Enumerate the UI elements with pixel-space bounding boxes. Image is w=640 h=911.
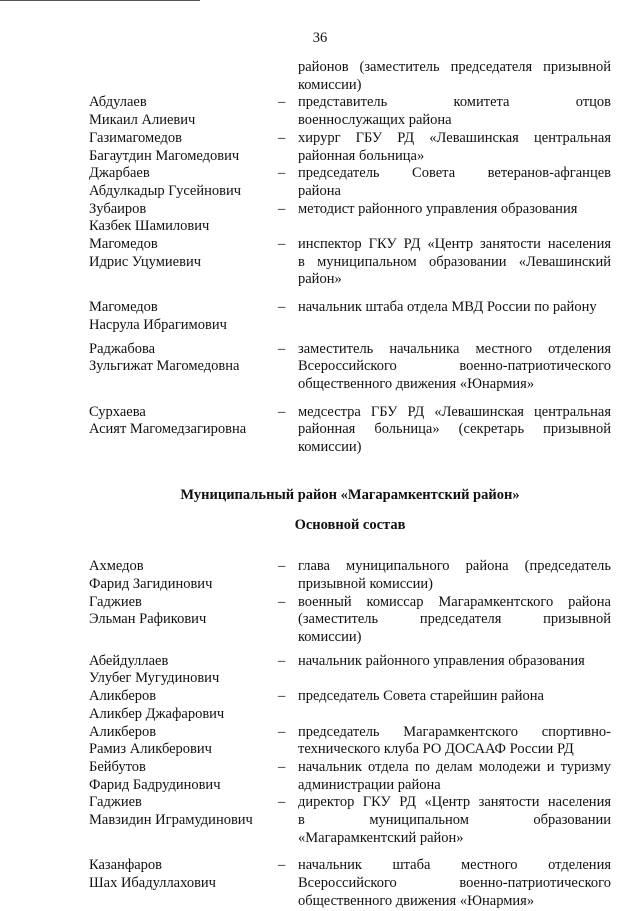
member-name — [89, 653, 278, 688]
member-entry — [89, 94, 611, 129]
member-position — [298, 759, 611, 794]
member-surname: Магомедов — [89, 236, 158, 253]
member-name — [89, 688, 278, 723]
position-line: методист районного управления образования — [298, 200, 578, 217]
member-given-names: Казбек Шамилович — [89, 218, 210, 235]
member-position — [298, 201, 611, 236]
member-name — [89, 794, 278, 847]
member-given-names: Абдулкадыр Гусейнович — [89, 182, 242, 199]
member-name — [89, 201, 278, 236]
member-surname: Абдулаев — [89, 94, 147, 111]
position-line: инспектор ГКУ РД «Центр занятости населения — [298, 236, 611, 253]
district-heading: Муниципальный район «Магарамкентский район» — [180, 486, 520, 503]
dash-separator: – — [278, 558, 286, 575]
commission-members-list-levashi — [89, 94, 611, 456]
member-given-names: Улубег Мугудинович — [89, 670, 220, 687]
scan-edge-line — [0, 0, 200, 1]
position-line: комиссии) — [298, 76, 362, 93]
member-name — [89, 236, 278, 289]
position-line: Всероссийского военно-патриотического — [298, 875, 611, 892]
dash-separator: – — [278, 857, 286, 874]
member-name — [89, 130, 278, 165]
member-position — [298, 857, 611, 910]
member-surname: Ахмедов — [89, 558, 144, 575]
member-surname: Сурхаева — [89, 403, 146, 420]
member-name — [89, 594, 278, 647]
member-entry — [89, 201, 611, 236]
position-line: глава муниципального района (председатель — [298, 558, 611, 575]
member-position — [298, 594, 611, 647]
member-surname: Гаджиев — [89, 593, 142, 610]
position-line: (заместитель председателя призывной — [298, 611, 611, 628]
composition-heading: Основной состав — [294, 517, 406, 534]
member-name — [89, 759, 278, 794]
position-line: Всероссийского военно-патриотического — [298, 358, 611, 375]
position-line: районная больница» (секретарь призывной — [298, 421, 611, 438]
member-entry — [89, 404, 611, 457]
position-line: «Магарамкентский район» — [298, 829, 464, 846]
position-line: медсестра ГБУ РД «Левашинская центральная — [298, 403, 611, 420]
position-line: в муниципальном образовании — [298, 812, 611, 829]
document-body — [89, 59, 611, 911]
member-given-names: Идрис Уцумиевич — [89, 253, 201, 270]
member-given-names: Микаил Алиевич — [89, 112, 196, 129]
member-surname: Аликберов — [89, 688, 157, 705]
member-given-names: Аликбер Джафарович — [89, 705, 225, 722]
dash-separator: – — [278, 165, 286, 182]
position-line: директор ГКУ РД «Центр занятости населения — [298, 794, 611, 811]
dash-separator: – — [278, 593, 286, 610]
position-line: начальник штаба отдела МВД России по району — [298, 299, 597, 316]
member-given-names: Фарид Загидинович — [89, 575, 213, 592]
dash-separator: – — [278, 340, 286, 357]
member-entry — [89, 857, 611, 910]
member-entry — [89, 165, 611, 200]
member-entry — [89, 299, 611, 334]
member-given-names: Асият Магомедзагировна — [89, 421, 247, 438]
page-number: 36 — [312, 30, 328, 46]
position-line: администрации района — [298, 776, 441, 793]
member-entry — [89, 130, 611, 165]
member-name — [89, 404, 278, 457]
member-name — [89, 299, 278, 334]
position-line: комиссии) — [298, 628, 362, 645]
position-line: комиссии) — [298, 439, 362, 456]
member-position — [298, 236, 611, 289]
member-given-names: Фарид Бадрудинович — [89, 776, 221, 793]
member-position — [298, 724, 611, 759]
dash-separator: – — [278, 94, 286, 111]
member-surname: Зубаиров — [89, 200, 147, 217]
member-given-names: Эльман Рафикович — [89, 611, 207, 628]
member-position — [298, 558, 611, 593]
dash-separator: – — [278, 129, 286, 146]
dash-separator: – — [278, 403, 286, 420]
position-line: района — [298, 182, 341, 199]
member-position — [298, 94, 611, 129]
member-surname: Магомедов — [89, 299, 158, 316]
member-given-names: Багаутдин Магомедович — [89, 147, 240, 164]
position-line: начальник отдела по делам молодежи и туризму — [298, 758, 611, 775]
member-surname: Аликберов — [89, 723, 157, 740]
member-given-names: Шах Ибадуллахович — [89, 875, 216, 892]
position-line: начальник районного управления образования — [298, 652, 585, 669]
position-line: район» — [298, 271, 342, 288]
member-entry — [89, 236, 611, 289]
member-surname: Раджабова — [89, 340, 156, 357]
member-surname: Казанфаров — [89, 857, 163, 874]
position-line: общественного движения «Юнармия» — [298, 375, 535, 392]
member-name — [89, 724, 278, 759]
position-line: районная больница» — [298, 147, 425, 164]
dash-separator: – — [278, 723, 286, 740]
dash-separator: – — [278, 299, 286, 316]
commission-members-list-magaramkent — [89, 558, 611, 910]
dash-separator: – — [278, 200, 286, 217]
member-entry — [89, 794, 611, 847]
member-surname: Джарбаев — [89, 165, 150, 182]
dash-separator: – — [278, 794, 286, 811]
member-entry — [89, 759, 611, 794]
member-name — [89, 341, 278, 394]
member-name — [89, 94, 278, 129]
position-line: военнослужащих района — [298, 112, 452, 129]
position-line: районов (заместитель председателя призывной — [298, 59, 611, 75]
member-given-names: Рамиз Аликберович — [89, 741, 212, 758]
member-entry — [89, 688, 611, 723]
position-line: заместитель начальника местного отделения — [298, 340, 611, 357]
member-surname: Газимагомедов — [89, 129, 182, 146]
member-given-names: Насрула Ибрагимович — [89, 316, 227, 333]
dash-separator: – — [278, 236, 286, 253]
member-name — [89, 558, 278, 593]
position-line: начальник штаба местного отделения — [298, 857, 611, 874]
member-position — [298, 688, 611, 723]
continuation-text — [298, 59, 611, 94]
position-line: технического клуба РО ДОСААФ России РД — [298, 741, 574, 758]
position-line: в муниципальном образовании «Левашинский — [298, 253, 611, 270]
position-line: общественного движения «Юнармия» — [298, 892, 535, 909]
position-line: призывной комиссии) — [298, 575, 433, 592]
member-position — [298, 341, 611, 394]
member-entry — [89, 558, 611, 593]
dash-separator: – — [278, 758, 286, 775]
member-position — [298, 130, 611, 165]
position-line: председатель Магарамкентского спортивно- — [298, 723, 611, 740]
member-entry — [89, 594, 611, 647]
member-position — [298, 794, 611, 847]
member-given-names: Зульгижат Магомедовна — [89, 358, 240, 375]
dash-separator: – — [278, 688, 286, 705]
position-line: председатель Совета старейшин района — [298, 688, 544, 705]
member-position — [298, 653, 611, 688]
continuation-entry — [89, 59, 611, 94]
position-line: хирург ГБУ РД «Левашинская центральная — [298, 129, 611, 146]
member-position — [298, 299, 611, 334]
member-entry — [89, 653, 611, 688]
member-position — [298, 165, 611, 200]
position-line: представитель комитета отцов — [298, 94, 611, 111]
member-surname: Абейдуллаев — [89, 652, 169, 669]
member-given-names: Мавзидин Играмудинович — [89, 812, 253, 829]
member-name — [89, 165, 278, 200]
member-entry — [89, 724, 611, 759]
member-surname: Гаджиев — [89, 794, 142, 811]
position-line: военный комиссар Магарамкентского района — [298, 593, 611, 610]
member-name — [89, 857, 278, 910]
member-surname: Бейбутов — [89, 758, 146, 775]
member-entry — [89, 341, 611, 394]
dash-separator: – — [278, 652, 286, 669]
member-position — [298, 404, 611, 457]
position-line: председатель Совета ветеранов-афганцев — [298, 165, 611, 182]
